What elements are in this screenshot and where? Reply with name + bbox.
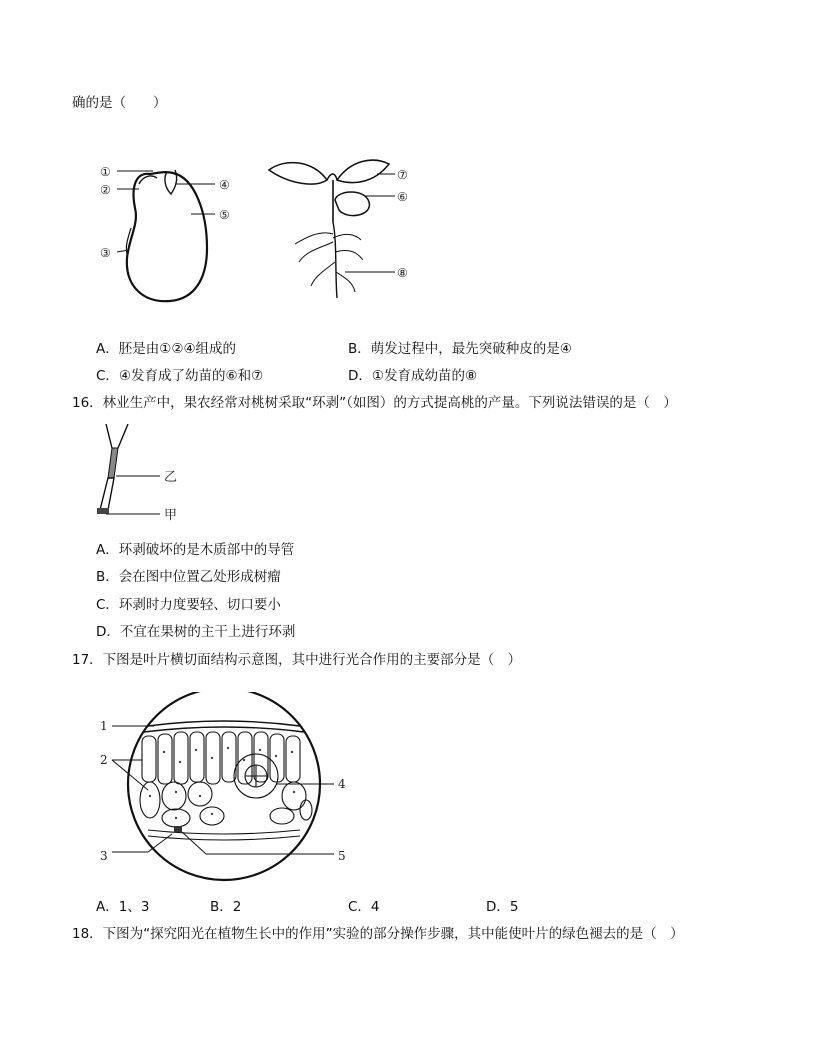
seed-label-2: ②	[100, 183, 111, 197]
q15-option-c: C．④发育成了幼苗的⑥和⑦	[96, 368, 264, 384]
girdling-label-yi: 乙	[164, 470, 178, 485]
q15-option-b: B．萌发过程中，最先突破种皮的是④	[348, 341, 572, 357]
q15-stem-tail: 确的是（ ）	[72, 95, 167, 111]
q16-option-b: B．会在图中位置乙处形成树瘤	[96, 569, 281, 585]
q16-option-a: A．环剥破坏的是木质部中的导管	[96, 542, 295, 558]
q17-option-a: A．1、3	[96, 899, 150, 915]
leaf-label-5: 5	[338, 849, 346, 863]
q17-option-c: C．4	[348, 899, 380, 915]
q16-option-c: C．环剥时力度要轻、切口要小	[96, 597, 281, 613]
seedling-diagram	[265, 152, 425, 302]
q17-option-d: D．5	[486, 899, 519, 915]
seed-label-5: ⑤	[219, 208, 230, 222]
q17-stem: 17．下图是叶片横切面结构示意图，其中进行光合作用的主要部分是（ ）	[72, 652, 522, 668]
seed-label-4: ④	[219, 178, 230, 192]
q15-option-a: A．胚是由①②④组成的	[96, 341, 237, 357]
girdling-diagram	[92, 424, 192, 524]
leaf-label-2: 2	[100, 753, 108, 767]
leaf-label-1: 1	[100, 719, 108, 733]
leaf-label-4: 4	[338, 777, 346, 791]
seedling-label-6: ⑥	[397, 190, 408, 204]
q15-option-d: D．①发育成幼苗的⑧	[348, 368, 478, 384]
q18-stem: 18．下图为“探究阳光在植物生长中的作用”实验的部分操作步骤，其中能使叶片的绿色褪去的是（ ）	[72, 926, 684, 942]
q17-option-b: B．2	[210, 899, 242, 915]
leaf-label-3: 3	[100, 849, 108, 863]
seed-label-1: ①	[100, 165, 111, 179]
girdling-label-jia: 甲	[164, 508, 178, 523]
seed-label-3: ③	[100, 246, 111, 260]
seedling-label-8: ⑧	[397, 266, 408, 280]
seed-diagram	[95, 158, 255, 308]
leaf-cross-section-diagram	[96, 692, 356, 892]
seedling-label-7: ⑦	[397, 168, 408, 182]
q16-option-d: D．不宜在果树的主干上进行环剥	[96, 624, 296, 640]
q16-stem: 16．林业生产中，果农经常对桃树采取“环剥”（如图）的方式提高桃的产量。下列说法错误的是（ ）	[72, 395, 677, 411]
